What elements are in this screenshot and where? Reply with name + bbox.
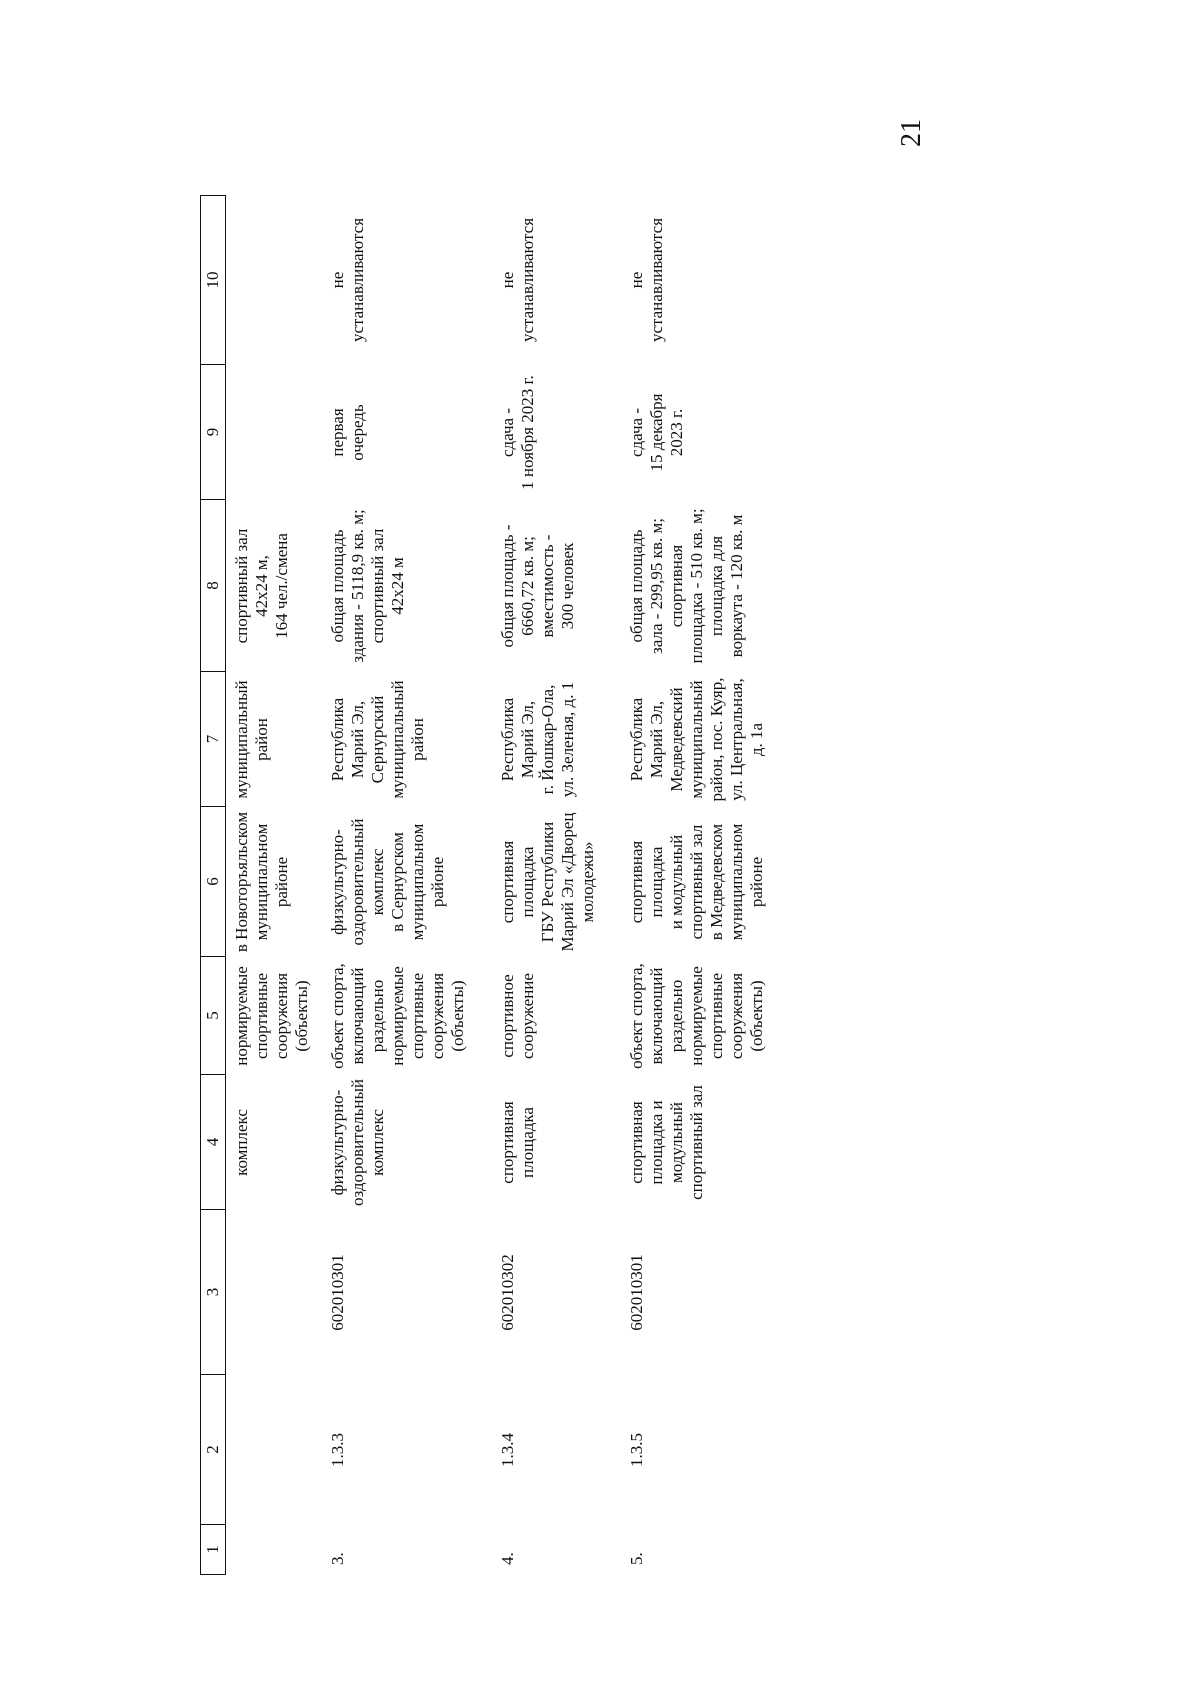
- cell-object-type: спортивная площадка и модульный спортивный зал: [627, 1085, 706, 1200]
- cell-object-name: физкультурно- оздоровительный комплекс в Сернурском муниципальном районе: [328, 818, 447, 946]
- data-table: [200, 115, 1000, 1575]
- cell-code: 602010301: [328, 1254, 347, 1331]
- column-header-2: 2: [201, 1375, 225, 1525]
- cell-object-name: спортивная площадка и модульный спортивный зал в Медведевском муниципальном районе: [627, 823, 766, 941]
- table-row-4: [494, 195, 602, 1575]
- cell-classification: объект спорта, включающий раздельно нормируемые спортивные сооружения (объекты): [328, 963, 467, 1069]
- cell-item-number: 1.3.3: [328, 1433, 347, 1467]
- page-number: 21: [896, 119, 927, 147]
- cell-location: Республика Марий Эл, Медведевский муниципальный район, пос. Куяр, ул. Центральная, д. 1а: [627, 677, 766, 802]
- cell-location: Республика Марий Эл, Сернурский муниципальный район: [328, 680, 427, 799]
- rotated-page-content: [200, 115, 1000, 1575]
- cell-zones: не устанавливаются: [328, 217, 367, 343]
- table-row-5: [623, 195, 771, 1575]
- cell-object-type: спортивная площадка: [498, 1101, 537, 1184]
- column-header-4: 4: [201, 1075, 225, 1210]
- cell-characteristics: общая площадь здания - 5118,9 кв. м; спортивный зал 42x24 м: [328, 509, 407, 663]
- table-row-continuation: [228, 195, 316, 1575]
- cell-characteristics: общая площадь зала - 299,95 кв. м; спортивная площадка - 510 кв. м; площадка для воркаута - 120 кв. м: [627, 508, 746, 664]
- cell-location: Республика Марий Эл, г. Йошкар-Ола, ул. Зеленая, д. 1: [498, 681, 577, 798]
- cell-code: 602010302: [498, 1254, 517, 1331]
- cell-timing: [228, 365, 316, 500]
- column-header-10: 10: [201, 195, 225, 365]
- cell-item-number: [228, 1375, 316, 1525]
- column-header-8: 8: [201, 500, 225, 672]
- cell-characteristics: спортивный зал 42x24 м, 164 чел./смена: [232, 528, 291, 644]
- cell-classification: спортивное сооружение: [498, 973, 537, 1059]
- cell-characteristics: общая площадь - 6660,72 кв. м; вместимость - 300 человек: [498, 524, 577, 648]
- cell-item-number: 1.3.4: [498, 1433, 517, 1467]
- column-header-5: 5: [201, 957, 225, 1075]
- cell-object-type: комплекс: [232, 1109, 251, 1176]
- cell-location: муниципальный район: [232, 680, 271, 799]
- table-row-3: [324, 195, 472, 1575]
- column-header-3: 3: [201, 1210, 225, 1375]
- cell-object-name: спортивная площадка ГБУ Республики Марий Эл «Дворец молодежи»: [498, 812, 597, 952]
- cell-zones: не устанавливаются: [498, 217, 537, 343]
- cell-object-type: физкультурно- оздоровительный комплекс: [328, 1079, 387, 1207]
- cell-classification: нормируемые спортивные сооружения (объекты): [232, 966, 311, 1066]
- cell-code: [228, 1210, 316, 1375]
- cell-zones: не устанавливаются: [627, 217, 666, 343]
- cell-classification: объект спорта, включающий раздельно нормируемые спортивные сооружения (объекты): [627, 963, 766, 1069]
- cell-timing: первая очередь: [328, 404, 367, 461]
- cell-code: 602010301: [627, 1254, 646, 1331]
- cell-row-number: 3.: [328, 1552, 347, 1565]
- cell-timing: сдача - 15 декабря 2023 г.: [627, 393, 686, 472]
- cell-zones: [228, 195, 316, 365]
- column-header-1: 1: [201, 1525, 225, 1575]
- cell-timing: сдача - 1 ноября 2023 г.: [498, 375, 537, 490]
- column-header-9: 9: [201, 365, 225, 500]
- cell-row-number: 5.: [627, 1552, 646, 1565]
- cell-item-number: 1.3.5: [627, 1433, 646, 1467]
- cell-object-name: в Новоторъяльском муниципальном районе: [232, 811, 291, 953]
- column-header-6: 6: [201, 807, 225, 957]
- table-header-row: [200, 195, 226, 1575]
- cell-row-number: [228, 1525, 316, 1575]
- column-header-7: 7: [201, 672, 225, 807]
- cell-row-number: 4.: [498, 1552, 517, 1565]
